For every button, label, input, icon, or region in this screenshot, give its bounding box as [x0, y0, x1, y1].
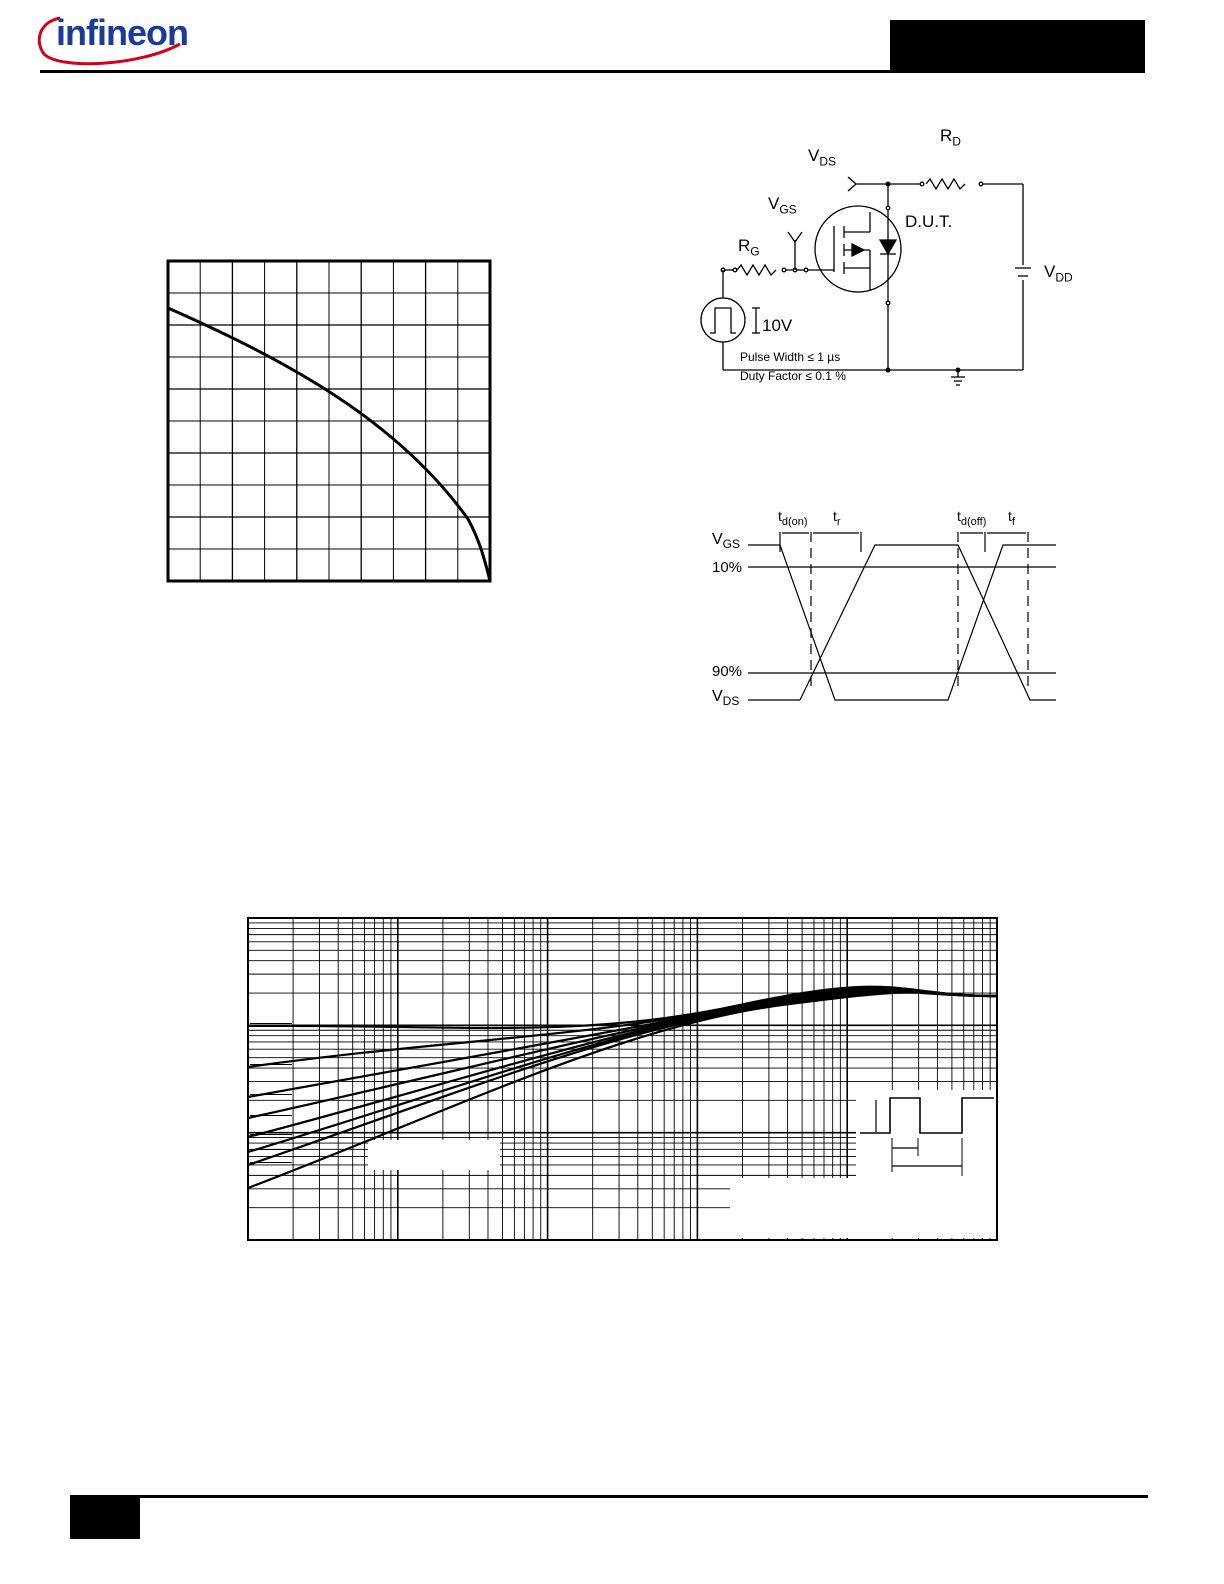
- rg-sub: G: [750, 244, 760, 259]
- rd-resistor-icon: [926, 179, 965, 189]
- vdd-main: V: [1044, 262, 1056, 281]
- ten-percent-label: 10%: [712, 559, 743, 576]
- page-number-box: [70, 1497, 140, 1539]
- vds-label: [808, 146, 836, 168]
- rg-main: R: [738, 236, 751, 255]
- wave-vds-sub: DS: [722, 694, 740, 709]
- tick-stub: [250, 1023, 292, 1024]
- blank-note-box: [730, 1178, 996, 1238]
- tf-sub: f: [1011, 515, 1015, 528]
- vds-main: V: [808, 146, 820, 165]
- tick-stub: [250, 1064, 292, 1065]
- rd-sub: D: [952, 134, 961, 149]
- rg-label: [738, 236, 760, 258]
- tick-stub: [250, 1149, 292, 1150]
- blank-label-box: [368, 1140, 500, 1170]
- switching-waveforms: [748, 532, 1056, 700]
- tr-sub: r: [836, 515, 841, 528]
- tf-main: t: [1008, 508, 1012, 524]
- wave-vgs-label: [712, 531, 740, 551]
- tr-label: [833, 508, 841, 528]
- wave-vgs-main: V: [712, 531, 723, 548]
- body-diode-icon: [880, 240, 896, 254]
- rd-main: R: [940, 126, 953, 145]
- wave-vds-main: V: [712, 688, 723, 705]
- td-on-main: t: [778, 508, 782, 524]
- tr-main: t: [833, 508, 837, 524]
- pulse-generator-icon: [701, 298, 745, 342]
- ninety-percent-label: 90%: [712, 663, 743, 680]
- rd-label: [940, 126, 961, 148]
- td-off-sub: d(off): [960, 515, 987, 528]
- vgs-main: V: [768, 194, 780, 213]
- vgs-sub: GS: [779, 202, 797, 217]
- tick-stub: [250, 1134, 292, 1135]
- tick-stub: [250, 1162, 292, 1163]
- part-number-box: [890, 20, 1145, 73]
- td-on-sub: d(on): [781, 515, 808, 528]
- tick-stub: [250, 1094, 292, 1095]
- infineon-logo: infineon: [56, 12, 188, 53]
- pulse-amplitude: 10V: [762, 316, 793, 335]
- td-off-main: t: [957, 508, 961, 524]
- footer-rule: [70, 1495, 1148, 1498]
- tf-label: [1008, 508, 1015, 528]
- rg-resistor-icon: [737, 265, 776, 275]
- vgs-label: [768, 194, 797, 216]
- tick-stub: [250, 1115, 292, 1116]
- derating-chart: [168, 261, 490, 581]
- duty-factor-note: Duty Factor ≤ 0.1 %: [740, 369, 846, 383]
- wave-vds-label: [712, 688, 739, 708]
- dut-label: D.U.T.: [905, 212, 953, 231]
- td-on-label: [778, 508, 808, 528]
- pulse-width-note: Pulse Width ≤ 1 µs: [740, 350, 841, 364]
- vds-sub: DS: [819, 154, 837, 169]
- wave-vgs-sub: GS: [722, 537, 741, 552]
- vdd-sub: DD: [1055, 270, 1073, 285]
- td-off-label: [957, 508, 986, 528]
- thermal-impedance-chart: [248, 918, 997, 1240]
- vdd-label: [1044, 262, 1073, 284]
